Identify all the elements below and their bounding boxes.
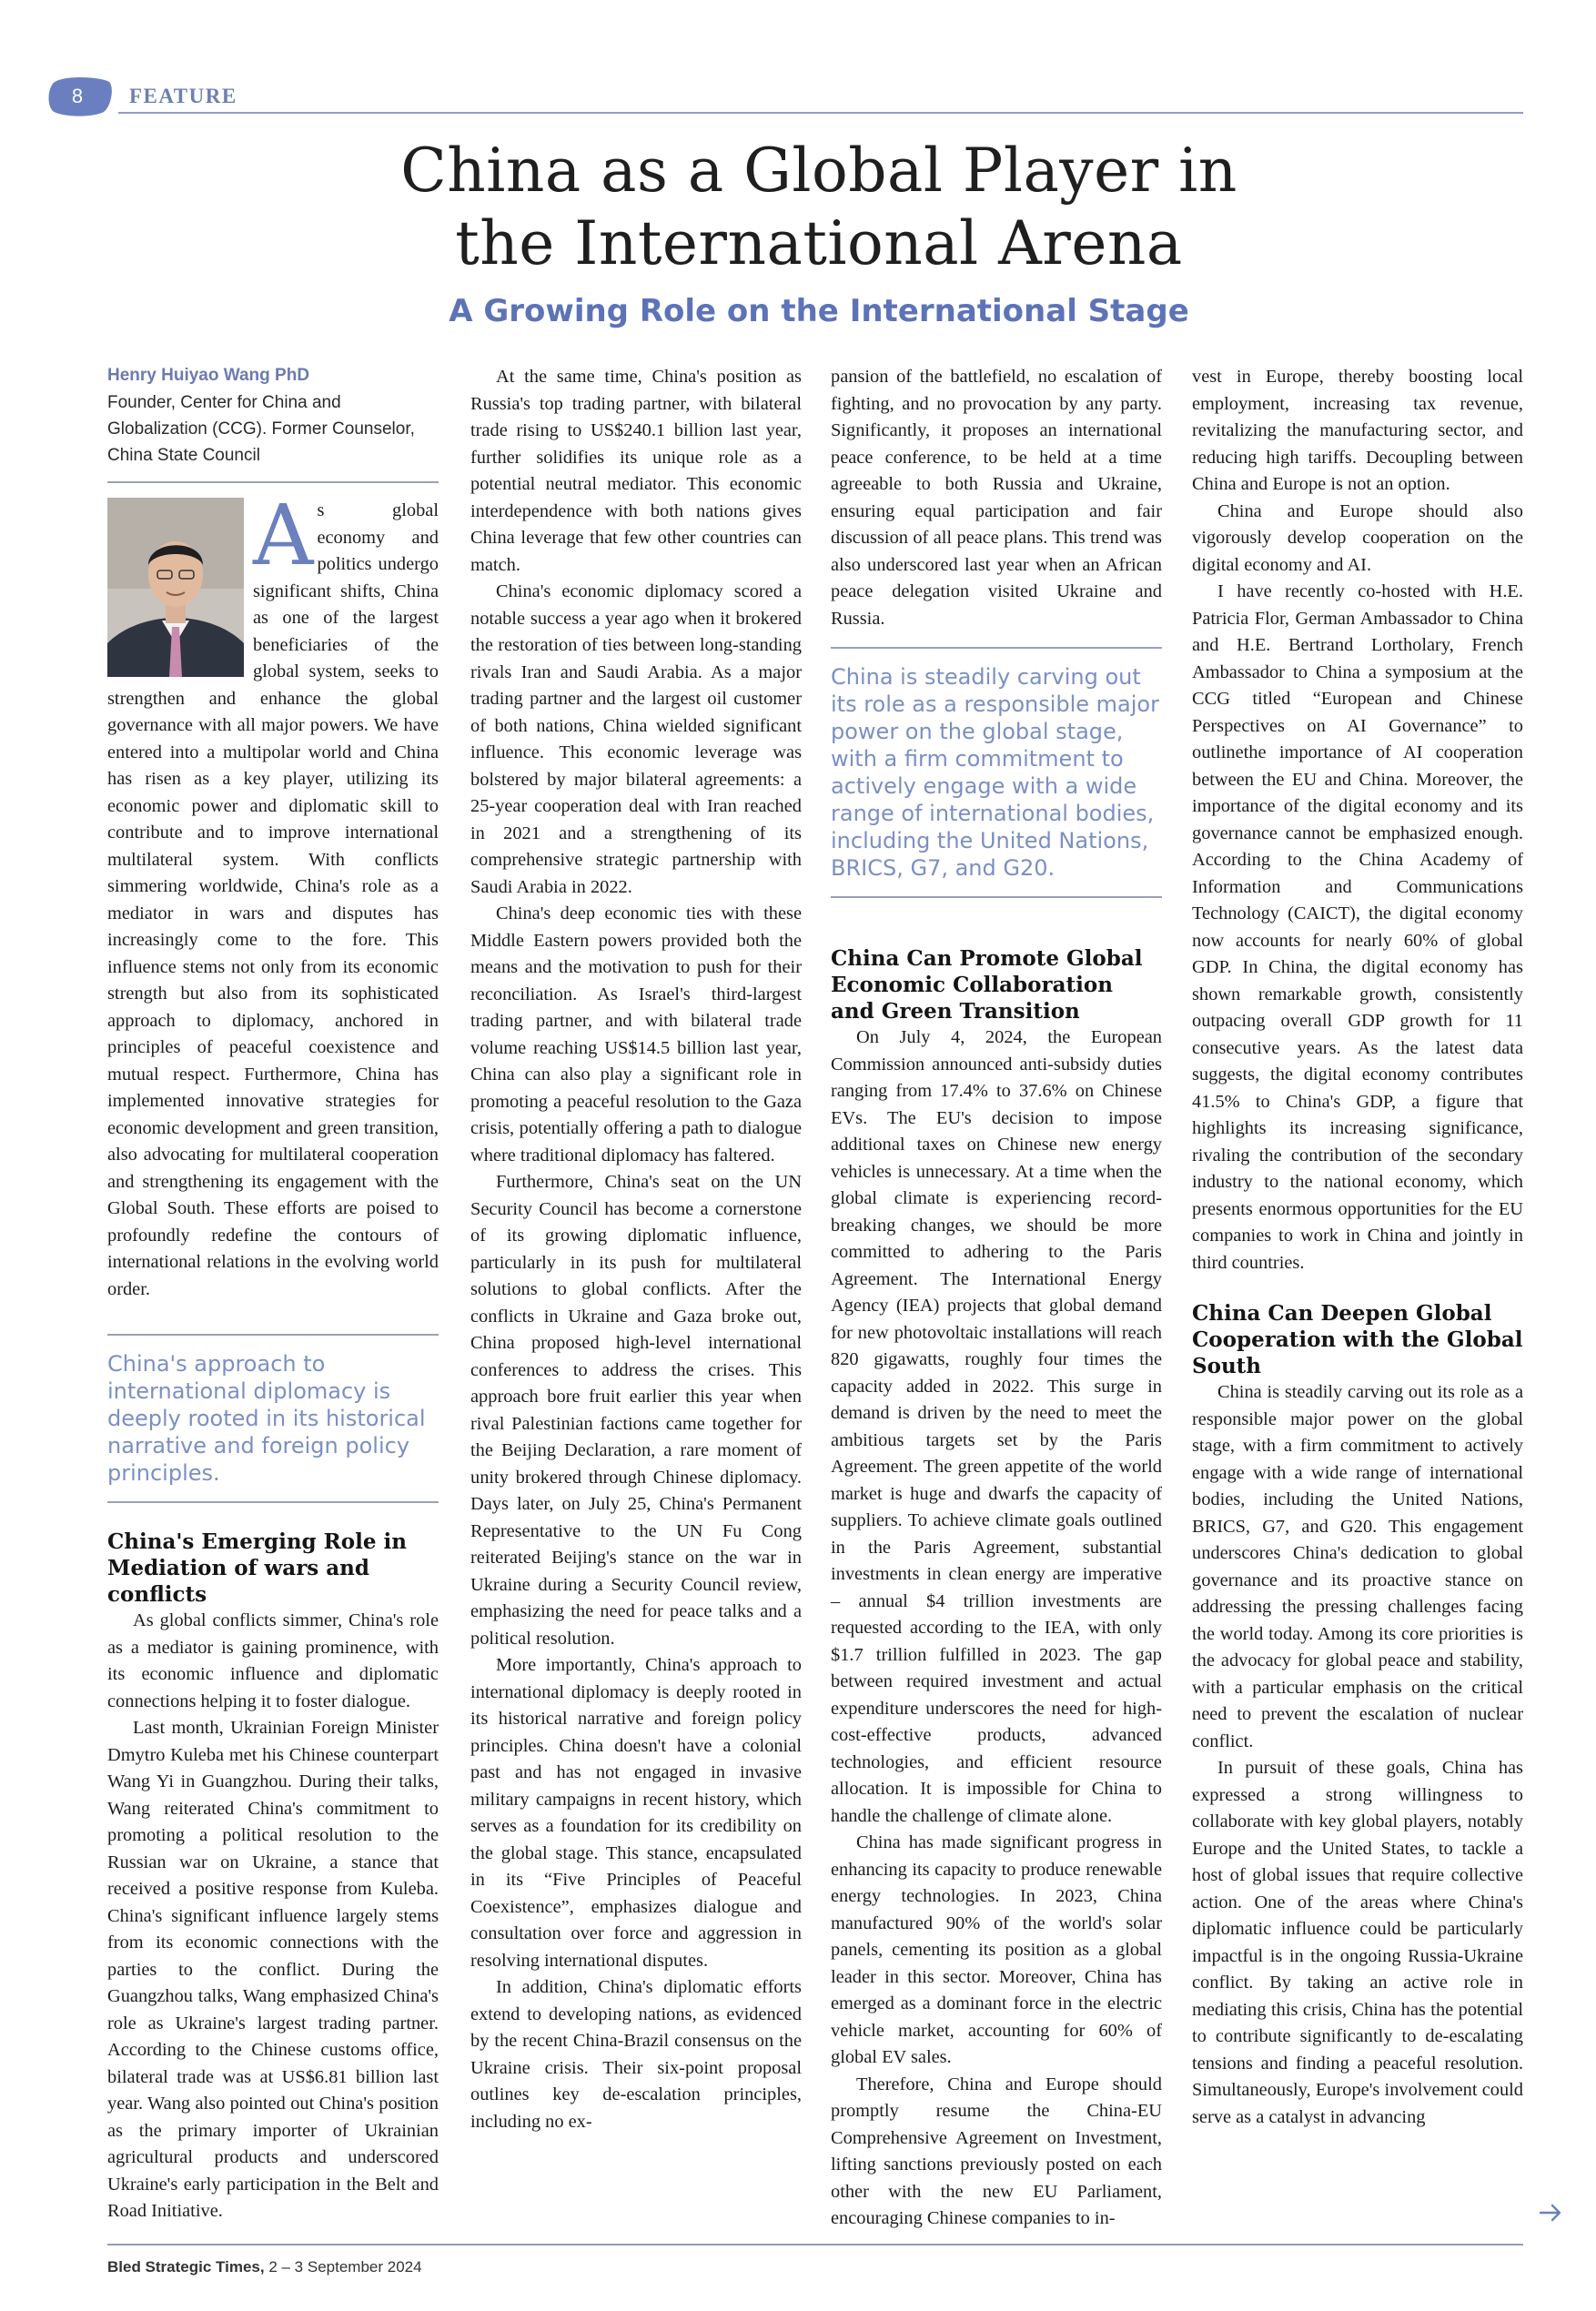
author-name: Henry Huiyao Wang PhD	[107, 366, 310, 385]
paragraph: China's economic diplomacy scored a notable success a year ago when it brokered the restoration of ties between long-standing rivals Iran and Saudi Arabia. As a major trading partner and the largest oil customer of both nations, China wielded significant influence. This economic leverage was bolstered by major bilateral agreements: a 25-year cooperation deal with Iran reached in 2021 and a strengthening of its comprehensive strategic partnership with Saudi Arabia in 2022.	[470, 581, 802, 897]
paragraph: I have recently co-hosted with H.E. Patricia Flor, German Ambassador to China and H.E. Bertrand Lortholary, French Ambassador to China a symposium at the CCG titled “European and Chinese Perspectives on AI Governance” to outlinethe importance of AI cooperation between the EU and China. Moreover, the importance of the digital economy and its governance cannot be emphasized enough. According to the China Academy of Information and Communications Technology (CAICT), the digital economy now accounts for nearly 60% of global GDP. In China, the digital economy has shown remarkable growth, consistently outpacing overall GDP growth for 11 consecutive years. As the latest data suggests, the digital economy contributes 41.5% to China's GDP, a figure that highlights its increasing significance, rivaling the contribution of the secondary industry to the national economy, which presents enormous opportunities for the EU companies to work in China and jointly in third countries.	[1192, 581, 1523, 1273]
paragraph: In addition, China's diplomatic efforts extend to developing nations, as evidenced by the recent China-Brazil consensus on the Ukraine crisis. Their six-point proposal outlines key de-escalation principles, including no ex-	[470, 1977, 802, 2132]
subhead-mediation: China's Emerging Role in Mediation of wars and conflicts	[107, 1529, 407, 1607]
pullquote-2: China is steadily carving out its role as a responsible major power on the global stage, with a firm commitment to actively engage with a wide range of international bodies, including the United Nations, BRICS, G7, and G20.	[831, 664, 1159, 881]
column-4	[1192, 364, 1523, 2131]
title-line-2: the International Arena	[455, 208, 1183, 278]
byline-rule	[107, 481, 439, 483]
header-rule	[118, 112, 1523, 114]
paragraph: China is steadily carving out its role as a responsible major power on the global stage, with a firm commitment to actively engage with a wide range of international bodies, including the United Nations, BRICS, G7, and G20. This engagement underscores China's dedication to global governance and its proactive stance on addressing the pressing challenges facing the world today. Among its core priorities is the advocacy for global peace and stability, with a particular emphasis on the critical need to prevent the escalation of nuclear conflict.	[1192, 1382, 1523, 1751]
paragraph: As global conflicts simmer, China's role as a mediator is gaining prominence, with its economic influence and diplomatic connections helping it to foster dialogue.	[107, 1610, 439, 1711]
page-number: 8	[71, 85, 84, 107]
pullquote-rule-bottom	[831, 896, 1162, 898]
column-3	[831, 364, 1162, 2233]
column-1	[107, 362, 439, 2225]
paragraph: In pursuit of these goals, China has expressed a strong willingness to collaborate with key global players, notably Europe and the United States, to tackle a host of global issues that require collective action. One of the areas where China's diplomatic influence could be particularly impactful is in the ongoing Russia-Ukraine conflict. By taking an active role in mediating this crisis, China has the potential to contribute significantly to de-escalating tensions and finding a peaceful resolution. Simultaneously, Europe's involvement could serve as a catalyst in advancing	[1192, 1758, 1523, 2127]
paragraph: China's deep economic ties with these Middle Eastern powers provided both the means and the motivation to push for their reconciliation. As Israel's third-largest trading partner, and with bilateral trade volume reaching US$14.5 billion last year, China can also play a significant role in promoting a peaceful resolution to the Gaza crisis, potentially offering a path to dialogue where traditional diplomacy has faltered.	[470, 903, 802, 1166]
footer-date: 2 – 3 September 2024	[268, 2258, 422, 2276]
paragraph: China and Europe should also vigorously develop cooperation on the digital economy and AI.	[1192, 500, 1523, 575]
paragraph: Last month, Ukrainian Foreign Minister Dmytro Kuleba met his Chinese counterpart Wang Yi in Guangzhou. During their talks, Wang reiterated China's commitment to promoting a political resolution to the Russian war on Ukraine, a stance that received a positive response from Kuleba. China's significant influence largely stems from its economic connections with the parties to the conflict. During the Guangzhou talks, Wang emphasized China's role as Ukraine's largest trading partner. According to the Chinese customs office, bilateral trade was at US$6.81 billion last year. Wang also pointed out China's position as the primary importer of Ukrainian agricultural products and underscored Ukraine's early participation in the Belt and Road Initiative.	[107, 1718, 439, 2221]
pullquote-rule-top	[831, 647, 1162, 649]
pullquote-rule-top	[107, 1334, 439, 1336]
paragraph: Therefore, China and Europe should promptly resume the China-EU Comprehensive Agreement on Investment, lifting sanctions previously posted on each other with the new EU Parliament, encouraging Chinese companies to in-	[831, 2074, 1162, 2228]
article-title	[328, 135, 1310, 280]
paragraph: Furthermore, China's seat on the UN Security Council has become a cornerstone of its growing diplomatic influence, particularly in its push for multilateral solutions to global conflicts. After the conflicts in Ukraine and Gaza broke out, China proposed high-level international conferences to address the crises. This approach bore fruit earlier this year when rival Palestinian factions came together for the Beijing Declaration, a rare moment of unity brokered through Chinese diplomacy. Days later, on July 25, China's Permanent Representative to the UN Fu Cong reiterated Beijing's stance on the war in Ukraine during a Security Council review, emphasizing the need for peace talks and a political resolution.	[470, 1172, 802, 1649]
footer	[107, 2258, 422, 2276]
paragraph: pansion of the battlefield, no escalation of fighting, and no provocation by any party. Significantly, it proposes an international peace conference, to be held at a time agreeable to both Russia and Ukraine, ensuring equal participation and fair discussion of all peace plans. This trend was also underscored last year when an African peace delegation visited Ukraine and Russia.	[831, 367, 1162, 629]
footer-rule	[107, 2244, 1523, 2245]
footer-publication: Bled Strategic Times,	[107, 2258, 265, 2276]
column-2	[470, 364, 802, 2135]
paragraph: At the same time, China's position as Russia's top trading partner, with bilateral trade rising to US$240.1 billion last year, further solidifies its unique role as a potential neutral mediator. This economic interdependence with both nations gives China leverage that few other countries can match.	[470, 367, 802, 575]
section-label: FEATURE	[129, 85, 237, 107]
arrow-right-icon[interactable]	[1538, 2200, 1563, 2225]
author-photo	[107, 498, 244, 677]
pullquote-rule-bottom	[107, 1501, 439, 1503]
author-role: Founder, Center for China and Globalization (CCG). Former Counselor, China State Council	[107, 393, 415, 465]
subhead-global-south: China Can Deepen Global Cooperation with the Global South	[1192, 1301, 1523, 1378]
intro-text: s global economy and politics undergo significant shifts, China as one of the largest beneficiaries of the global system, seeks to strengthen and enhance the global governance with all major powers. We have entered into a multipolar world and China has risen as a key player, utilizing its economic power and diplomatic skill to contribute and to improve international multilateral system. With conflicts simmering worldwide, China's role as a mediator in wars and disputes has increasingly come to the fore. This influence stems not only from its economic strength but also from its sophisticated approach to diplomacy, anchored in principles of peaceful coexistence and mutual respect. Furthermore, China has implemented innovative strategies for economic development and green transition, also advocating for multilateral cooperation and strengthening its engagement with the Global South. These efforts are poised to profoundly redefine the contours of international relations in the evolving world order.	[107, 500, 439, 1299]
paragraph: China has made significant progress in enhancing its capacity to produce renewable energy technologies. In 2023, China manufactured 90% of the world's solar panels, cementing its position as a global leader in this sector. Moreover, China has emerged as a dominant force in the electric vehicle market, accounting for 60% of global EV sales.	[831, 1832, 1162, 2067]
title-line-1: China as a Global Player in	[400, 136, 1237, 206]
subhead-green-transition: China Can Promote Global Economic Collaboration and Green Transition	[831, 946, 1143, 1024]
article-subtitle: A Growing Role on the International Stage	[449, 293, 1189, 329]
paragraph: More importantly, China's approach to international diplomacy is deeply rooted in its historical narrative and foreign policy principles. China doesn't have a colonial past and has not engaged in invasive military campaigns in recent history, which serves as a foundation for its credibility on the global stage. This stance, encapsulated in its “Five Principles of Peaceful Coexistence”, emphasizes dialogue and consultation over force and aggression in resolving international disputes.	[470, 1655, 802, 1971]
paragraph: On July 4, 2024, the European Commission announced anti-subsidy duties ranging from 17.4% to 37.6% on Chinese EVs. The EU's decision to impose additional taxes on Chinese new energy vehicles is unnecessary. At a time when the global climate is experiencing record-breaking changes, we should be more committed to adhering to the Paris Agreement. The International Energy Agency (IEA) projects that global demand for new photovoltaic installations will reach 820 gigawatts, roughly four times the capacity added in 2022. This surge in demand is driven by the need to meet the ambitious targets set by the Paris Agreement. The green appetite of the world market is huge and dwarfs the capacity of suppliers. To achieve climate goals outlined in the Paris Agreement, substantial investments in clean energy are imperative – annual $4 trillion investments are requested according to the IEA, with only $1.7 trillion fulfilled in 2023. The gap between required investment and actual expenditure underscores the need for high-cost-effective products, advanced technologies, and efficient resource allocation. It is impossible for China to handle the challenge of climate alone.	[831, 1027, 1162, 1826]
paragraph: vest in Europe, thereby boosting local employment, increasing tax revenue, revitalizing the manufacturing sector, and reducing high tariffs. Decoupling between China and Europe is not an option.	[1192, 367, 1523, 494]
pullquote-1: China's approach to international diplomacy is deeply rooted in its historical narrative and foreign policy principles.	[107, 1351, 426, 1486]
drop-cap: A	[253, 487, 314, 584]
